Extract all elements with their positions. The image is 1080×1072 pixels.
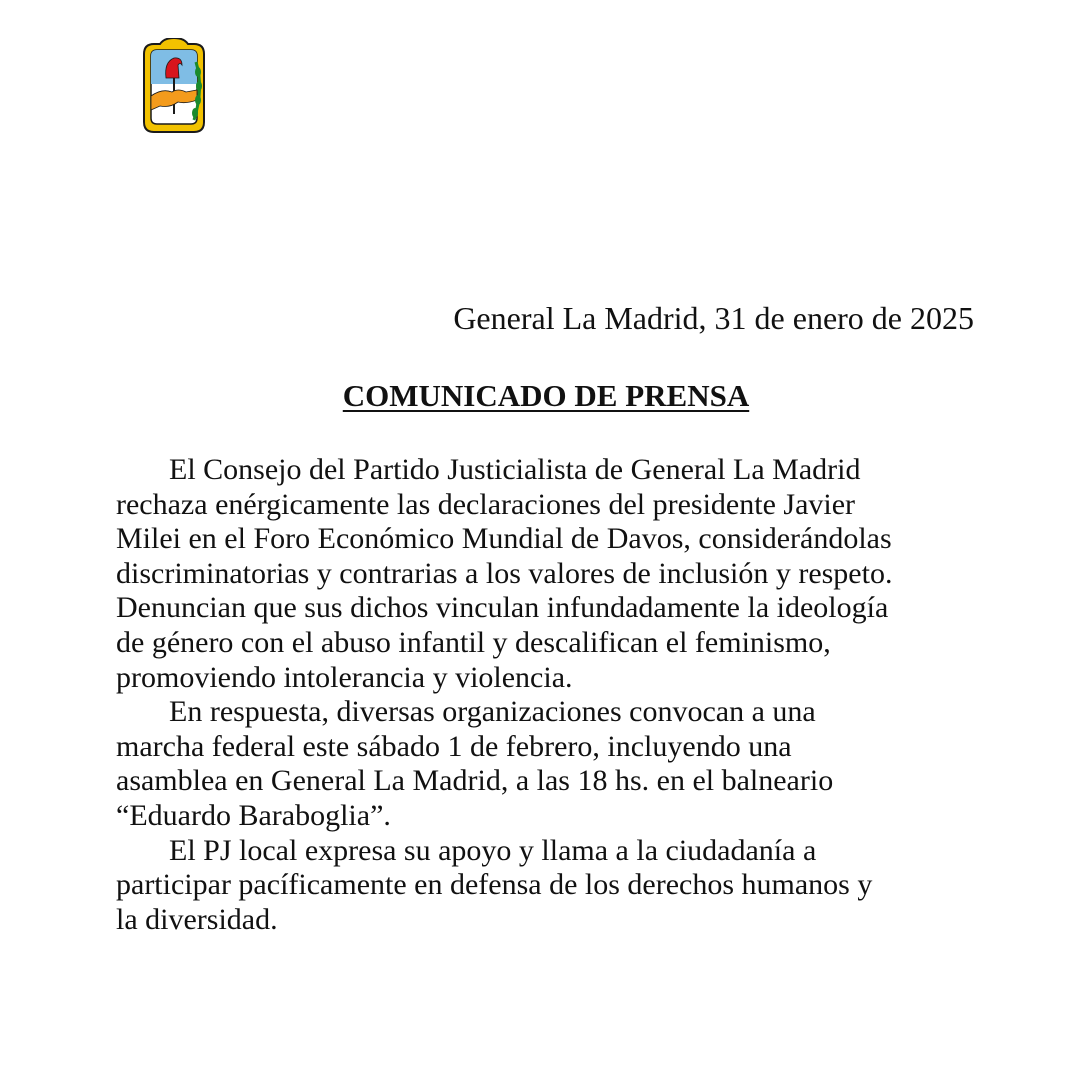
- paragraph-3-line: participar pacíficamente en defensa de los derechos humanos y: [116, 868, 873, 902]
- paragraph-1-line: El Consejo del Partido Justicialista de General La Madrid: [169, 453, 861, 486]
- press-release-title: COMUNICADO DE PRENSA: [342, 378, 750, 413]
- paragraph-1-line: rechaza enérgicamente las declaraciones del presidente Javier: [116, 487, 856, 521]
- paragraph-3-line: El PJ local expresa su apoyo y llama a la ciudadanía a: [169, 833, 817, 867]
- pj-shield-logo: [138, 38, 210, 134]
- press-release-body: [116, 453, 1016, 937]
- paragraph-2-line: “Eduardo Baraboglia”.: [116, 798, 391, 832]
- paragraph-1-line: discriminatorias y contrarias a los valores de inclusión y respeto.: [116, 556, 893, 590]
- paragraph-3-line: la diversidad.: [116, 902, 278, 936]
- paragraph-1-line: Milei en el Foro Económico Mundial de Davos, considerándolas: [116, 522, 892, 556]
- paragraph-2-line: asamblea en General La Madrid, a las 18 hs. en el balneario: [116, 764, 834, 798]
- paragraph-2-line: En respuesta, diversas organizaciones convocan a una: [169, 695, 816, 729]
- date-line: General La Madrid, 31 de enero de 2025: [453, 300, 974, 336]
- paragraph-2-line: marcha federal este sábado 1 de febrero, incluyendo una: [116, 729, 792, 763]
- paragraph-1-line: promoviendo intolerancia y violencia.: [116, 660, 573, 694]
- paragraph-1-line: de género con el abuso infantil y descalifican el feminismo,: [116, 625, 831, 659]
- paragraph-1-line: Denuncian que sus dichos vinculan infundadamente la ideología: [116, 591, 889, 625]
